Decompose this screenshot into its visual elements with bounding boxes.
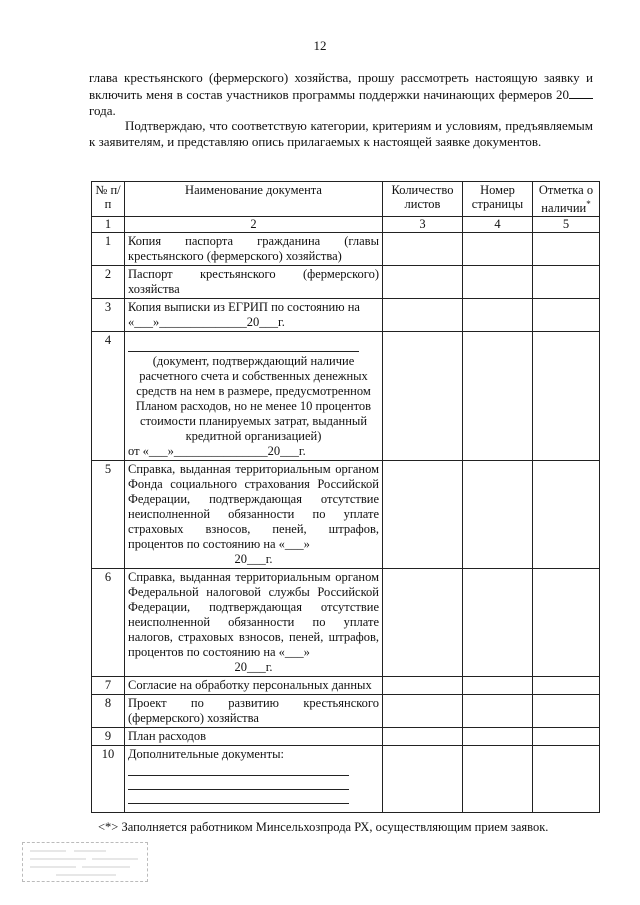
row-name (125, 461, 383, 569)
row-mark (533, 266, 600, 299)
row-name: Проект по развитию крестьянского (фермерского) хозяйства (125, 695, 383, 728)
table-row (92, 461, 600, 569)
row-qty (383, 233, 463, 266)
row-date: «___»______________20___г. (128, 315, 285, 330)
row-date: от «___»_______________20___г. (128, 444, 306, 459)
index-cell: 3 (383, 217, 463, 233)
row-page (463, 332, 533, 461)
row-num: 1 (92, 233, 125, 266)
row-name: Согласие на обработку персональных данных (125, 677, 383, 695)
table-row (92, 332, 600, 461)
row-name-text: Справка, выданная территориальным органом Федеральной налоговой службы Российской Федерации, подтверждающая отсутствие неисполненной обязанности по уплате налогов, страховых взносов, пеней, штрафов, процентов по состоянию на «___» (128, 570, 379, 660)
fill-in-line (128, 333, 359, 352)
row-date: 20___г. (234, 552, 273, 567)
row-date: 20___г. (234, 660, 273, 675)
row-name-text: Копия выписки из ЕГРИП по состоянию на (128, 300, 360, 315)
row-name (125, 569, 383, 677)
row-num: 4 (92, 332, 125, 461)
index-cell: 1 (92, 217, 125, 233)
row-num: 10 (92, 746, 125, 813)
row-num: 8 (92, 695, 125, 728)
documents-table (91, 181, 600, 813)
row-qty (383, 746, 463, 813)
row-qty (383, 728, 463, 746)
row-qty (383, 695, 463, 728)
row-qty (383, 266, 463, 299)
paragraph-confirm: Подтверждаю, что соответствую категории, критериям и условиям, предъявляемым к заявителям, и представляю опись прилагаемых к настоящей заявке документов. (89, 118, 593, 149)
row-mark (533, 677, 600, 695)
row-name (125, 332, 383, 461)
table-row (92, 695, 600, 728)
row-mark (533, 695, 600, 728)
index-cell: 5 (533, 217, 600, 233)
paragraph-request-text: глава крестьянского (фермерского) хозяйства, прошу рассмотреть настоящую заявку и включить меня в состав участников программы поддержки начинающих фермеров 20 (89, 70, 593, 102)
fill-in-line (128, 790, 349, 804)
row-page (463, 266, 533, 299)
header-qty: Количество листов (383, 182, 463, 217)
index-cell: 4 (463, 217, 533, 233)
table-row (92, 677, 600, 695)
stamp-scribble (26, 845, 144, 879)
row-page (463, 728, 533, 746)
header-mark (533, 182, 600, 217)
row-name (125, 746, 383, 813)
row-page (463, 461, 533, 569)
paragraph-request (89, 70, 593, 119)
fill-in-line (128, 776, 349, 790)
header-name: Наименование документа (125, 182, 383, 217)
row-page (463, 677, 533, 695)
fill-in-line (128, 762, 349, 776)
row-num: 2 (92, 266, 125, 299)
row-name: Паспорт крестьянского (фермерского) хозяйства (125, 266, 383, 299)
row-mark (533, 332, 600, 461)
row-qty (383, 569, 463, 677)
paragraph-request-year-word: года. (89, 103, 116, 118)
table-row (92, 266, 600, 299)
row-name: План расходов (125, 728, 383, 746)
row-name-text: (документ, подтверждающий наличие расчетного счета и собственных денежных средств на нем в размере, предусмотренном Планом расходов, но не менее 10 процентов стоимости планируемых затрат, выданный кредитной организацией) (135, 354, 372, 444)
row-page (463, 746, 533, 813)
row-num: 6 (92, 569, 125, 677)
header-mark-text: Отметка о наличии (538, 183, 594, 216)
header-num: № п/п (92, 182, 125, 217)
header-mark-asterisk: * (586, 199, 591, 209)
row-page (463, 695, 533, 728)
row-qty (383, 299, 463, 332)
year-blank (569, 86, 593, 99)
table-row (92, 746, 600, 813)
header-page: Номер страницы (463, 182, 533, 217)
row-num: 3 (92, 299, 125, 332)
row-page (463, 569, 533, 677)
row-num: 9 (92, 728, 125, 746)
row-name-text: Справка, выданная территориальным органом Фонда социального страхования Российской Федерации, подтверждающая отсутствие неисполненной обязанности по уплате страховых взносов, пеней, штрафов, процентов по состоянию на «___» (128, 462, 379, 552)
table-row (92, 233, 600, 266)
faint-stamp-image (22, 842, 148, 882)
row-qty (383, 461, 463, 569)
index-cell: 2 (125, 217, 383, 233)
page-number: 12 (313, 38, 327, 53)
table-row (92, 728, 600, 746)
row-num: 7 (92, 677, 125, 695)
row-page (463, 299, 533, 332)
table-row (92, 569, 600, 677)
row-page (463, 233, 533, 266)
row-mark (533, 728, 600, 746)
table-header-row (92, 182, 600, 217)
row-name: Копия паспорта гражданина (главы крестьянского (фермерского) хозяйства) (125, 233, 383, 266)
row-qty (383, 332, 463, 461)
row-mark (533, 299, 600, 332)
row-name (125, 299, 383, 332)
table-index-row (92, 217, 600, 233)
table-row (92, 299, 600, 332)
footnote: <*> Заполняется работником Минсельхозпрода РХ, осуществляющим прием заявок. (98, 820, 549, 834)
row-mark (533, 746, 600, 813)
row-num: 5 (92, 461, 125, 569)
row-mark (533, 569, 600, 677)
row-name-text: Дополнительные документы: (128, 747, 284, 762)
row-qty (383, 677, 463, 695)
row-mark (533, 233, 600, 266)
row-mark (533, 461, 600, 569)
